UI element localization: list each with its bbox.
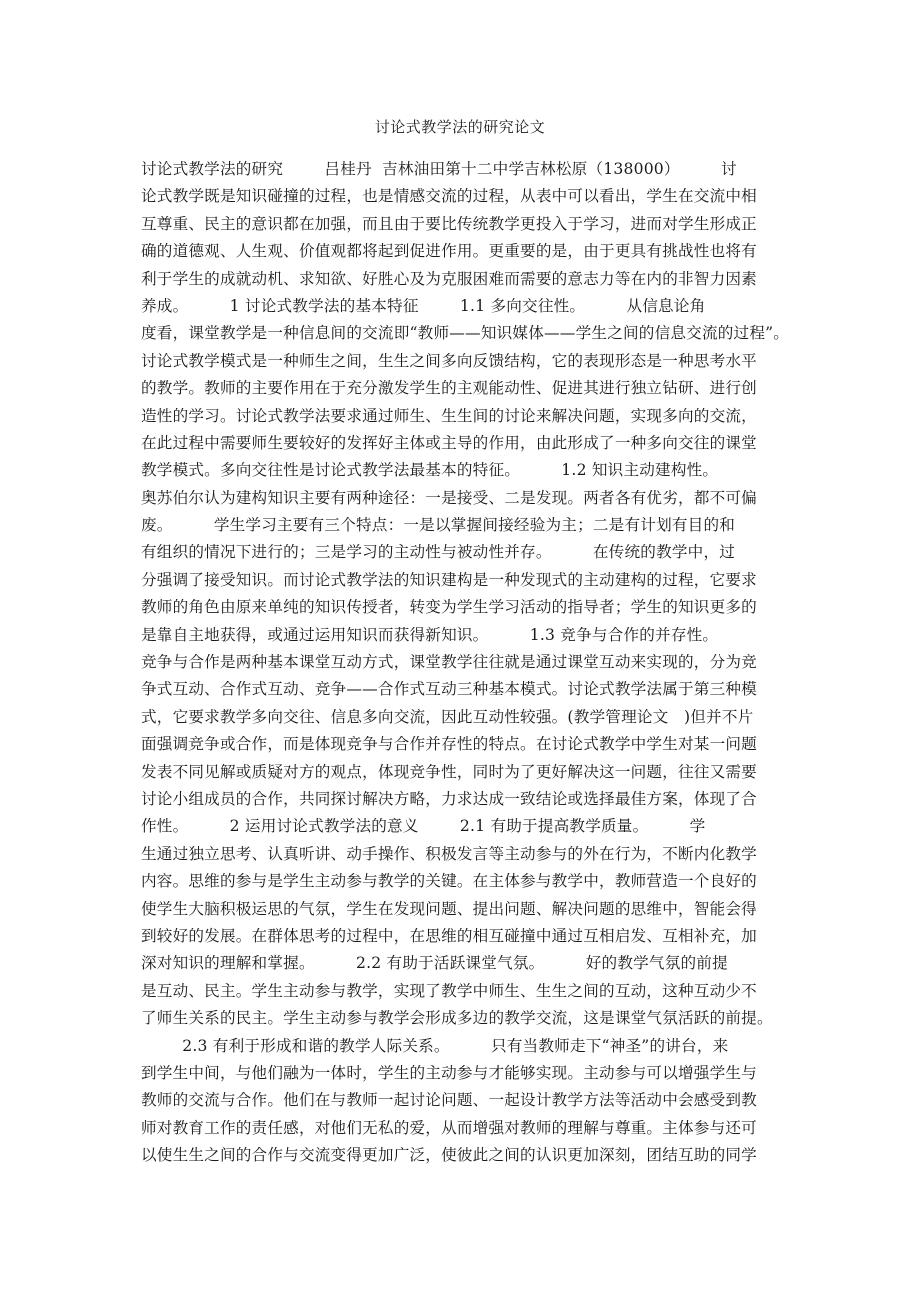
text-line: 教师的角色由原来单纯的知识传授者，转变为学生学习活动的指导者；学生的知识更多的 [141, 598, 757, 617]
text-line: 发表不同见解或质疑对方的观点，体现竞争性，同时为了更好解决这一问题，往往又需要 [141, 762, 757, 781]
text-line: 使学生大脑积极运思的气氛，学生在发现问题、提出问题、解决问题的思维中，智能会得 [141, 899, 757, 918]
text-line: 教学模式。多向交往性是讨论式教学法最基本的特征。 1.2 知识主动建构性。 [141, 461, 719, 480]
text-line: 面强调竞争或合作，而是体现竞争与合作并存性的特点。在讨论式教学中学生对某一问题 [141, 735, 757, 754]
text-line: 在此过程中需要师生要较好的发挥好主体或主导的作用，由此形成了一种多向交往的课堂 [141, 433, 757, 452]
text-line: 利于学生的成就动机、求知欲、好胜心及为克服困难而需要的意志力等在内的非智力因素 [141, 269, 757, 288]
text-line: 养成。 1 讨论式教学法的基本特征 1.1 多向交往性。 从信息论角 [141, 296, 706, 315]
text-line: 讨论式教学法的研究 吕桂丹 吉林油田第十二中学吉林松原（138000） 讨 [141, 160, 737, 178]
text-line: 互尊重、民主的意识都在加强，而且由于要比传统教学更投入于学习，进而对学生形成正 [141, 214, 757, 233]
text-line: 讨论小组成员的合作，共同探讨解决方略，力求达成一致结论或选择最佳方案，体现了合 [141, 789, 757, 808]
text-line: 度看，课堂教学是一种信息间的交流即“教师——知识媒体——学生之间的信息交流的过程”。 [141, 324, 790, 343]
text-line: 作性。 2 运用讨论式教学法的意义 2.1 有助于提高教学质量。 学 [141, 817, 706, 836]
text-line: 造性的学习。讨论式教学法要求通过师生、生生间的讨论来解决问题，实现多向的交流， [141, 406, 757, 425]
text-line: 深对知识的理解和掌握。 2.2 有助于活跃课堂气氛。 好的教学气氛的前提 [141, 954, 728, 973]
text-line: 到学生中间，与他们融为一体时，学生的主动参与才能够实现。主动参与可以增强学生与 [141, 1063, 757, 1082]
text-line: 教师的交流与合作。他们在与教师一起讨论问题、一起设计教学方法等活动中会感受到教 [141, 1091, 757, 1110]
text-line: 到较好的发展。在群体思考的过程中，在思维的相互碰撞中通过互相启发、互相补充，加 [141, 926, 757, 945]
text-line: 的教学。教师的主要作用在于充分激发学生的主观能动性、促进其进行独立钻研、进行创 [141, 379, 757, 398]
text-line: 有组织的情况下进行的；三是学习的主动性与被动性并存。 在传统的教学中，过 [141, 543, 736, 562]
text-line: 是靠自主地获得，或通过运用知识而获得新知识。 1.3 竞争与合作的并存性。 [141, 625, 719, 644]
text-line: 废。 学生学习主要有三个特点：一是以掌握间接经验为主；二是有计划有目的和 [141, 516, 736, 535]
document-title: 讨论式教学法的研究论文 [374, 118, 546, 136]
text-line: 讨论式教学模式是一种师生之间，生生之间多向反馈结构，它的表现形态是一种思考水平 [141, 351, 757, 370]
text-line: 式，它要求教学多向交往、信息多向交流，因此互动性较强。(教学管理论文 )但并不片 [141, 707, 754, 726]
text-line: 竞争与合作是两种基本课堂互动方式，课堂教学往往就是通过课堂互动来实现的，分为竞 [141, 653, 757, 672]
text-line: 师对教育工作的责任感，对他们无私的爱，从而增强对教师的理解与尊重。主体参与还可 [141, 1118, 757, 1137]
text-line: 内容。思维的参与是学生主动参与教学的关键。在主体参与教学中，教师营造一个良好的 [141, 872, 757, 891]
text-line: 分强调了接受知识。而讨论式教学法的知识建构是一种发现式的主动建构的过程，它要求 [141, 570, 757, 589]
text-line: 是互动、民主。学生主动参与教学，实现了教学中师生、生生之间的互动，这种互动少不 [141, 981, 757, 1000]
text-line: 奥苏伯尔认为建构知识主要有两种途径：一是接受、二是发现。两者各有优劣，都不可偏 [141, 488, 757, 507]
text-line: 争式互动、合作式互动、竞争——合作式互动三种基本模式。讨论式教学法属于第三种模 [141, 680, 757, 699]
text-line: 2.3 有利于形成和谐的教学人际关系。 只有当教师走下“神圣”的讲台，来 [141, 1036, 729, 1055]
text-line: 确的道德观、人生观、价值观都将起到促进作用。更重要的是，由于更具有挑战性也将有 [141, 242, 757, 261]
text-line: 了师生关系的民主。学生主动参与教学会形成多边的教学交流，这是课堂气氛活跃的前提。 [141, 1009, 773, 1028]
document-body [141, 156, 790, 1169]
text-line: 论式教学既是知识碰撞的过程，也是情感交流的过程，从表中可以看出，学生在交流中相 [141, 187, 757, 206]
text-line: 生通过独立思考、认真听讲、动手操作、积极发言等主动参与的外在行为，不断内化教学 [141, 844, 757, 863]
text-line: 以使生生之间的合作与交流变得更加广泛，使彼此之间的认识更加深刻，团结互助的同学 [141, 1146, 757, 1165]
